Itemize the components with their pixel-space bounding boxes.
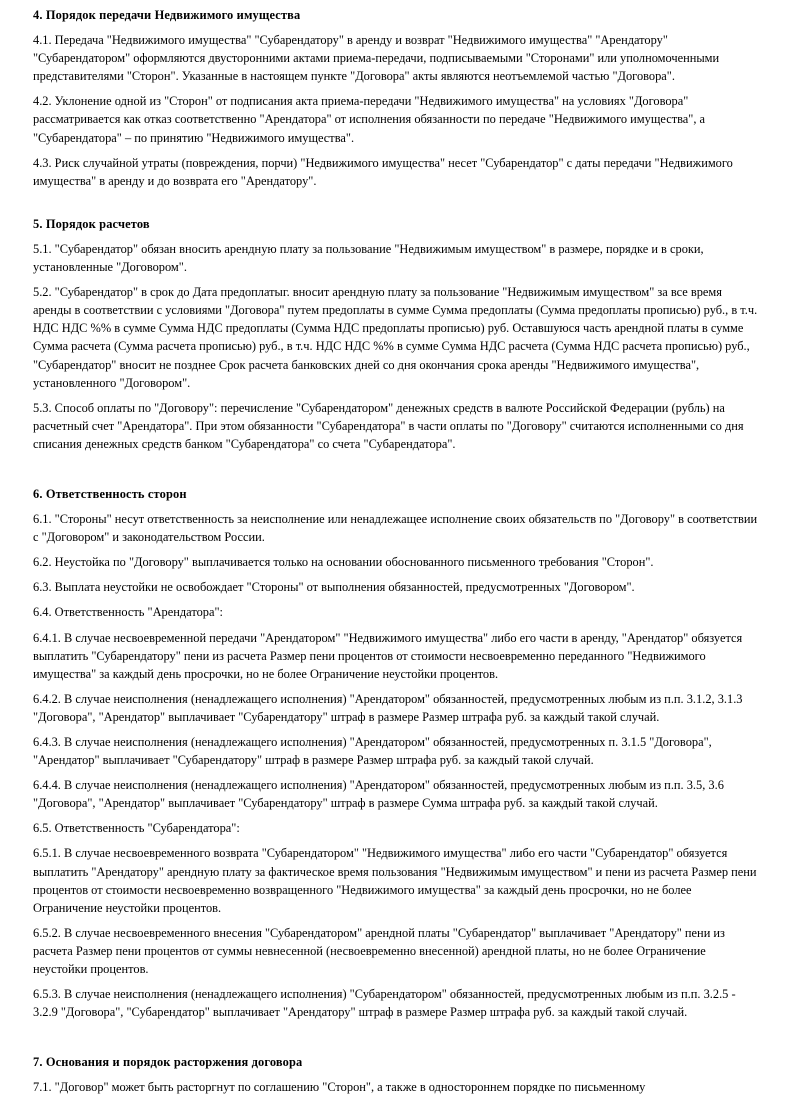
clause-7-1: 7.1. "Договор" может быть расторгнут по соглашению "Сторон", а также в одностороннем порядке по письменному [33,1080,646,1095]
clause-6-4-2: 6.4.2. В случае неисполнения (ненадлежащего исполнения) "Арендатором" обязанностей, предусмотренных любым из п.п. 3.1.2, 3.1.3 "Договора", "Арендатор" выплачивает "Субарендатору" штраф в размере Размер штрафа руб. за каждый такой случай. [33,691,743,724]
clause-6-4-3: 6.4.3. В случае неисполнения (ненадлежащего исполнения) "Арендатором" обязанностей, предусмотренных п. 3.1.5 "Договора", "Арендатор" выплачивает "Субарендатору" штраф в размере Размер штрафа руб. за каждый такой случай. [33,735,712,768]
clause-6-5-1: 6.5.1. В случае несвоевременного возврата "Субарендатором" "Недвижимого имущества" либо его части "Субарендатор" обязуется выплатить "Арендатору" арендную плату за фактическое время пользования "Недвижимым имуществом" и пени из расчета Размер пени процентов от стоимости несвоевременно возвращенного "Недвижимого имущества" за каждый день просрочки, но не более Ограничение неустойки процентов. [33,846,757,915]
clause-5-3: 5.3. Способ оплаты по "Договору": перечисление "Субарендатором" денежных средств в валюте Российской Федерации (рубль) на расчетный счет "Арендатора". При этом обязанности "Субарендатора" в части оплаты по "Договору" считаются исполненными со дня списания денежных средств банком "Субарендатора" со счета "Субарендатора". [33,400,744,451]
clause-6-4: 6.4. Ответственность "Арендатора": [33,605,223,620]
section-heading-6: 6. Ответственность сторон [33,486,187,501]
clause-6-1: 6.1. "Стороны" несут ответственность за неисполнение или ненадлежащее исполнение своих обязательств по "Договору" в соответствии с "Договором" и законодательством России. [33,512,758,545]
clause-6-5: 6.5. Ответственность "Субарендатора": [33,821,240,836]
clause-6-3: 6.3. Выплата неустойки не освобождает "Стороны" от выполнения обязанностей, предусмотренных "Договором". [33,580,635,595]
clause-4-1: 4.1. Передача "Недвижимого имущества" "Субарендатору" в аренду и возврат "Недвижимого имущества" "Арендатору" "Субарендатором" оформляются двусторонними актами приема-передачи, подписываемыми "Сторонами" или уполномоченными представителями "Сторон". Указанные в настоящем пункте "Договора" акты являются неотъемлемой частью "Договора". [33,33,720,84]
clause-6-2: 6.2. Неустойка по "Договору" выплачивается только на основании обоснованного письменного требования "Сторон". [33,555,654,570]
section-heading-4: 4. Порядок передачи Недвижимого имущества [33,8,301,22]
clause-6-4-1: 6.4.1. В случае несвоевременной передачи "Арендатором" "Недвижимого имущества" либо его части в аренду, "Арендатор" обязуется выплатить "Субарендатору" пени из расчета Размер пени процентов от стоимости несвоевременно переданного "Недвижимого имущества" за каждый день просрочки, но не более Ограничение неустойки процентов. [33,630,743,681]
clause-4-3: 4.3. Риск случайной утраты (повреждения, порчи) "Недвижимого имущества" несет "Субарендатор" с даты передачи "Недвижимого имущества" в аренду и до возврата его "Арендатору". [33,155,733,188]
clause-6-4-4: 6.4.4. В случае неисполнения (ненадлежащего исполнения) "Арендатором" обязанностей, предусмотренных любым из п.п. 3.5, 3.6 "Договора", "Арендатор" выплачивает "Субарендатору" штраф в размере Сумма штрафа руб. за каждый такой случай. [33,778,724,811]
clause-6-5-2: 6.5.2. В случае несвоевременного внесения "Субарендатором" арендной платы "Субарендатор" выплачивает "Арендатору" пени из расчета Размер пени процентов от суммы невнесенной (несвоевременно внесенной) арендной платы, но не более Ограничение неустойки процентов. [33,925,725,977]
section-heading-5: 5. Порядок расчетов [33,216,150,231]
clause-5-2: 5.2. "Субарендатор" в срок до Дата предоплатыг. вносит арендную плату за пользование "Недвижимым имуществом" за все время аренды в соответствии с условиями "Договора" путем предоплаты в сумме Сумма предоплаты (Сумма предоплаты прописью) руб., в т.ч. НДС НДС %% в сумме Сумма НДС предоплаты (Сумма НДС предоплаты прописью) руб. Оставшуюся часть арендной платы в сумме Сумма расчета (Сумма расчета прописью) руб., в т.ч. НДС НДС %% в сумме Сумма НДС расчета (Сумма НДС расчета прописью) руб., "Субарендатор" вносит не позднее Срок расчета банковских дней со дня окончания срока аренды "Недвижимого имущества", установленного "Договором". [33,285,758,390]
clause-5-1: 5.1. "Субарендатор" обязан вносить арендную плату за пользование "Недвижимым имуществом" в размере, порядке и в сроки, установленные "Договором". [33,241,704,275]
clause-4-2: 4.2. Уклонение одной из "Сторон" от подписания акта приема-передачи "Недвижимого имущества" на условиях "Договора" рассматривается как отказ соответственно "Арендатора" от исполнения обязанности по передаче "Недвижимого имущества", а "Субарендатора" – по принятию "Недвижимого имущества". [33,94,706,145]
section-heading-7: 7. Основания и порядок расторжения договора [33,1055,303,1070]
clause-6-5-3: 6.5.3. В случае неисполнения (ненадлежащего исполнения) "Субарендатором" обязанностей, предусмотренных любым из п.п. 3.2.5 - 3.2.9 "Договора", "Субарендатор" выплачивает "Арендатору" штраф в размере Размер штрафа руб. за каждый такой случай. [33,987,736,1020]
document-body [33,6,759,1097]
